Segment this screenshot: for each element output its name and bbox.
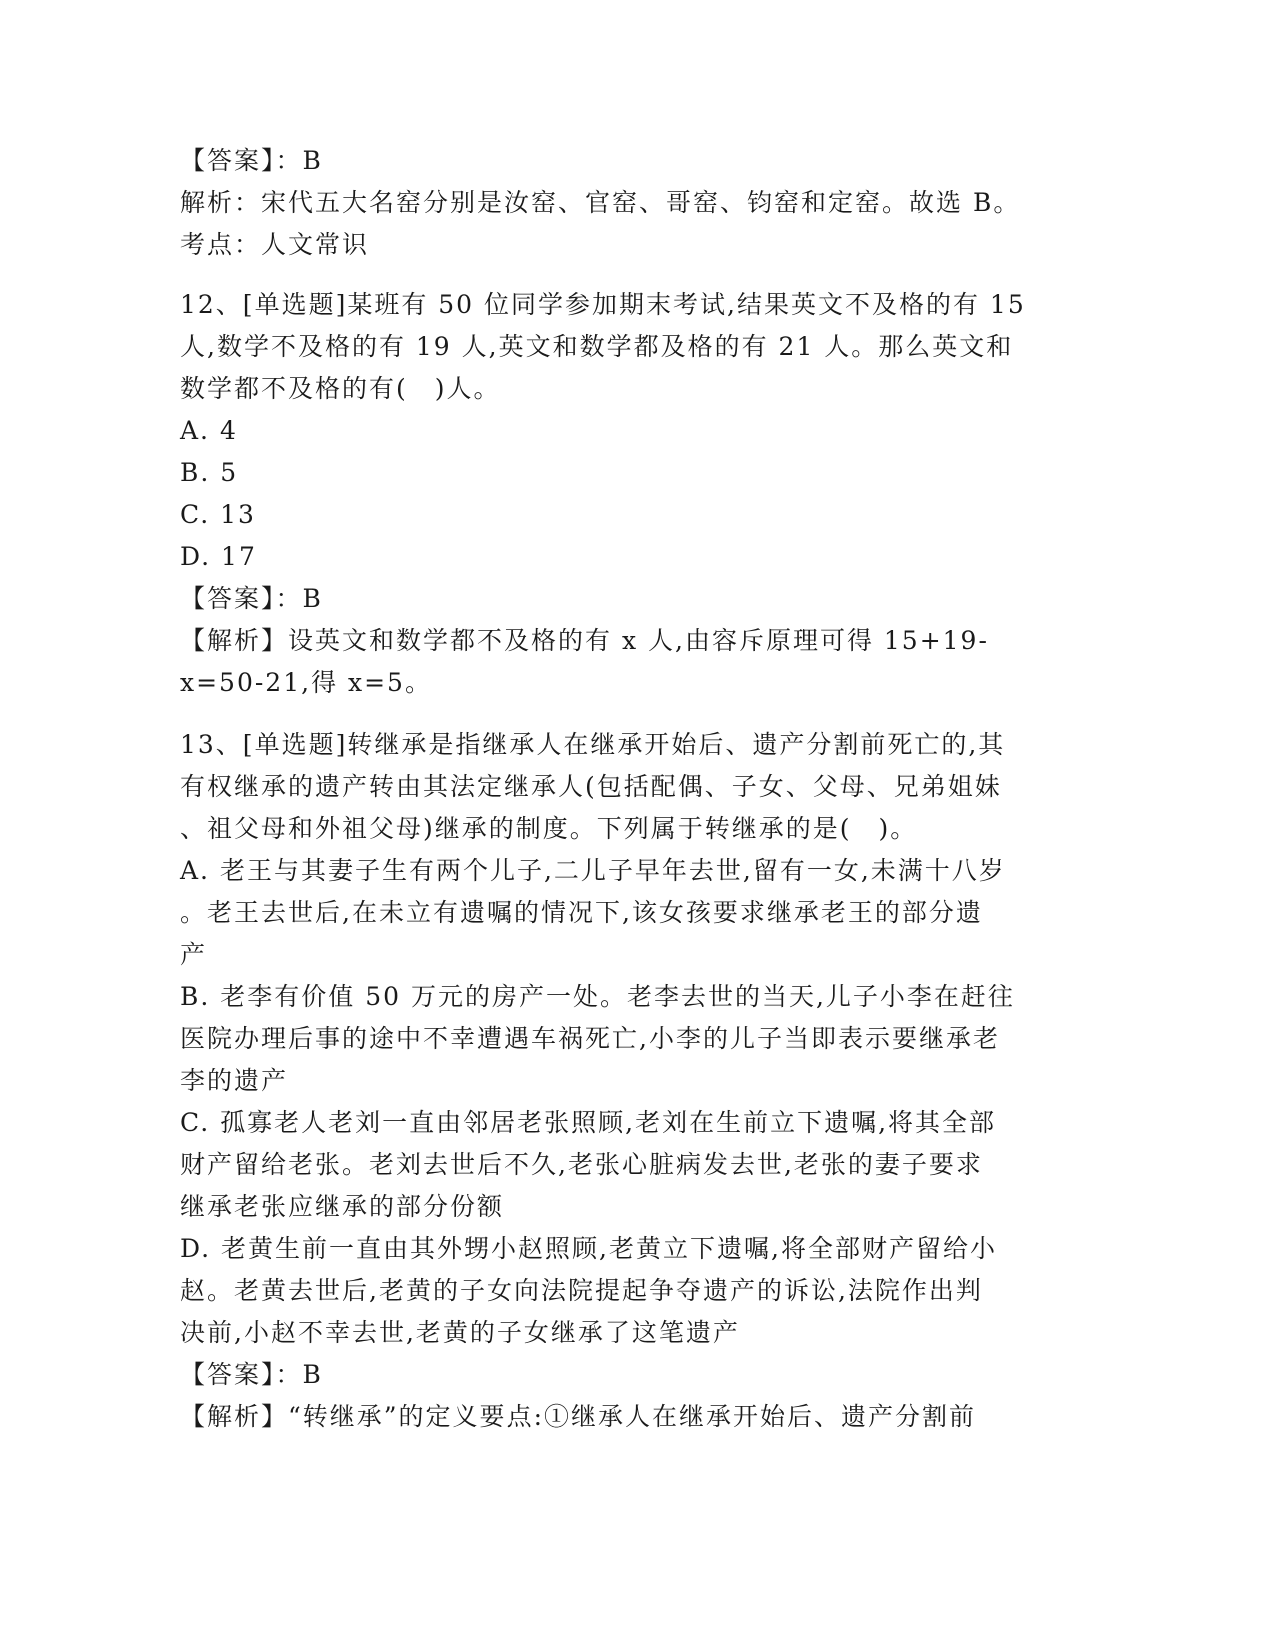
q13-option-a-line: A. 老王与其妻子生有两个儿子,二儿子早年去世,留有一女,未满十八岁	[180, 856, 1006, 885]
q11-answer: 【答案】：B	[180, 146, 323, 175]
q13-option-c-line: 财产留给老张。老刘去世后不久,老张心脏病发去世,老张的妻子要求	[180, 1150, 983, 1179]
q13-option-b-line: 李的遗产	[180, 1066, 289, 1095]
q13-option-d-line: 决前,小赵不幸去世,老黄的子女继承了这笔遗产	[180, 1318, 740, 1347]
q13-option-d-line: 赵。老黄去世后,老黄的子女向法院提起争夺遗产的诉讼,法院作出判	[180, 1276, 983, 1305]
q13-option-b-line: B. 老李有价值 50 万元的房产一处。老李去世的当天,儿子小李在赶往	[180, 982, 1015, 1011]
q13-stem-line: 13、[单选题]转继承是指继承人在继承开始后、遗产分割前死亡的,其	[180, 730, 1006, 759]
q13-option-d-line: D. 老黄生前一直由其外甥小赵照顾,老黄立下遗嘱,将全部财产留给小	[180, 1234, 997, 1263]
q13-stem-line: 、祖父母和外祖父母)继承的制度。下列属于转继承的是( )。	[180, 814, 918, 843]
q12-option-b: B. 5	[180, 458, 239, 487]
document-page	[180, 140, 1080, 1438]
q11-point: 考点：人文常识	[180, 230, 370, 259]
q12-option-c: C. 13	[180, 500, 256, 529]
q12-option-a: A. 4	[180, 416, 238, 445]
q12-stem-line: 12、[单选题]某班有 50 位同学参加期末考试,结果英文不及格的有 15	[180, 290, 1026, 319]
q12-stem-line: 人,数学不及格的有 19 人,英文和数学都及格的有 21 人。那么英文和	[180, 332, 1014, 361]
q13-option-c-line: C. 孤寡老人老刘一直由邻居老张照顾,老刘在生前立下遗嘱,将其全部	[180, 1108, 997, 1137]
q13-option-a-line: 。老王去世后,在未立有遗嘱的情况下,该女孩要求继承老王的部分遗	[180, 898, 983, 927]
q13-stem-line: 有权继承的遗产转由其法定继承人(包括配偶、子女、父母、兄弟姐妹	[180, 772, 1002, 801]
q11-analysis: 解析：宋代五大名窑分别是汝窑、官窑、哥窑、钧窑和定窑。故选 B。	[180, 188, 1021, 217]
q13-analysis-line: 【解析】“转继承”的定义要点:①继承人在继承开始后、遗产分割前	[180, 1402, 976, 1431]
q13-option-c-line: 继承老张应继承的部分份额	[180, 1192, 505, 1221]
q12-option-d: D. 17	[180, 542, 257, 571]
q12-answer: 【答案】：B	[180, 584, 323, 613]
q12-analysis-line: x=50-21,得 x=5。	[180, 668, 432, 697]
q13-answer: 【答案】：B	[180, 1360, 323, 1389]
q13-option-b-line: 医院办理后事的途中不幸遭遇车祸死亡,小李的儿子当即表示要继承老	[180, 1024, 1000, 1053]
q13-option-a-line: 产	[180, 940, 208, 969]
q12-stem-line: 数学都不及格的有( )人。	[180, 374, 501, 403]
q12-analysis-line: 【解析】设英文和数学都不及格的有 x 人,由容斥原理可得 15+19-	[180, 626, 989, 655]
